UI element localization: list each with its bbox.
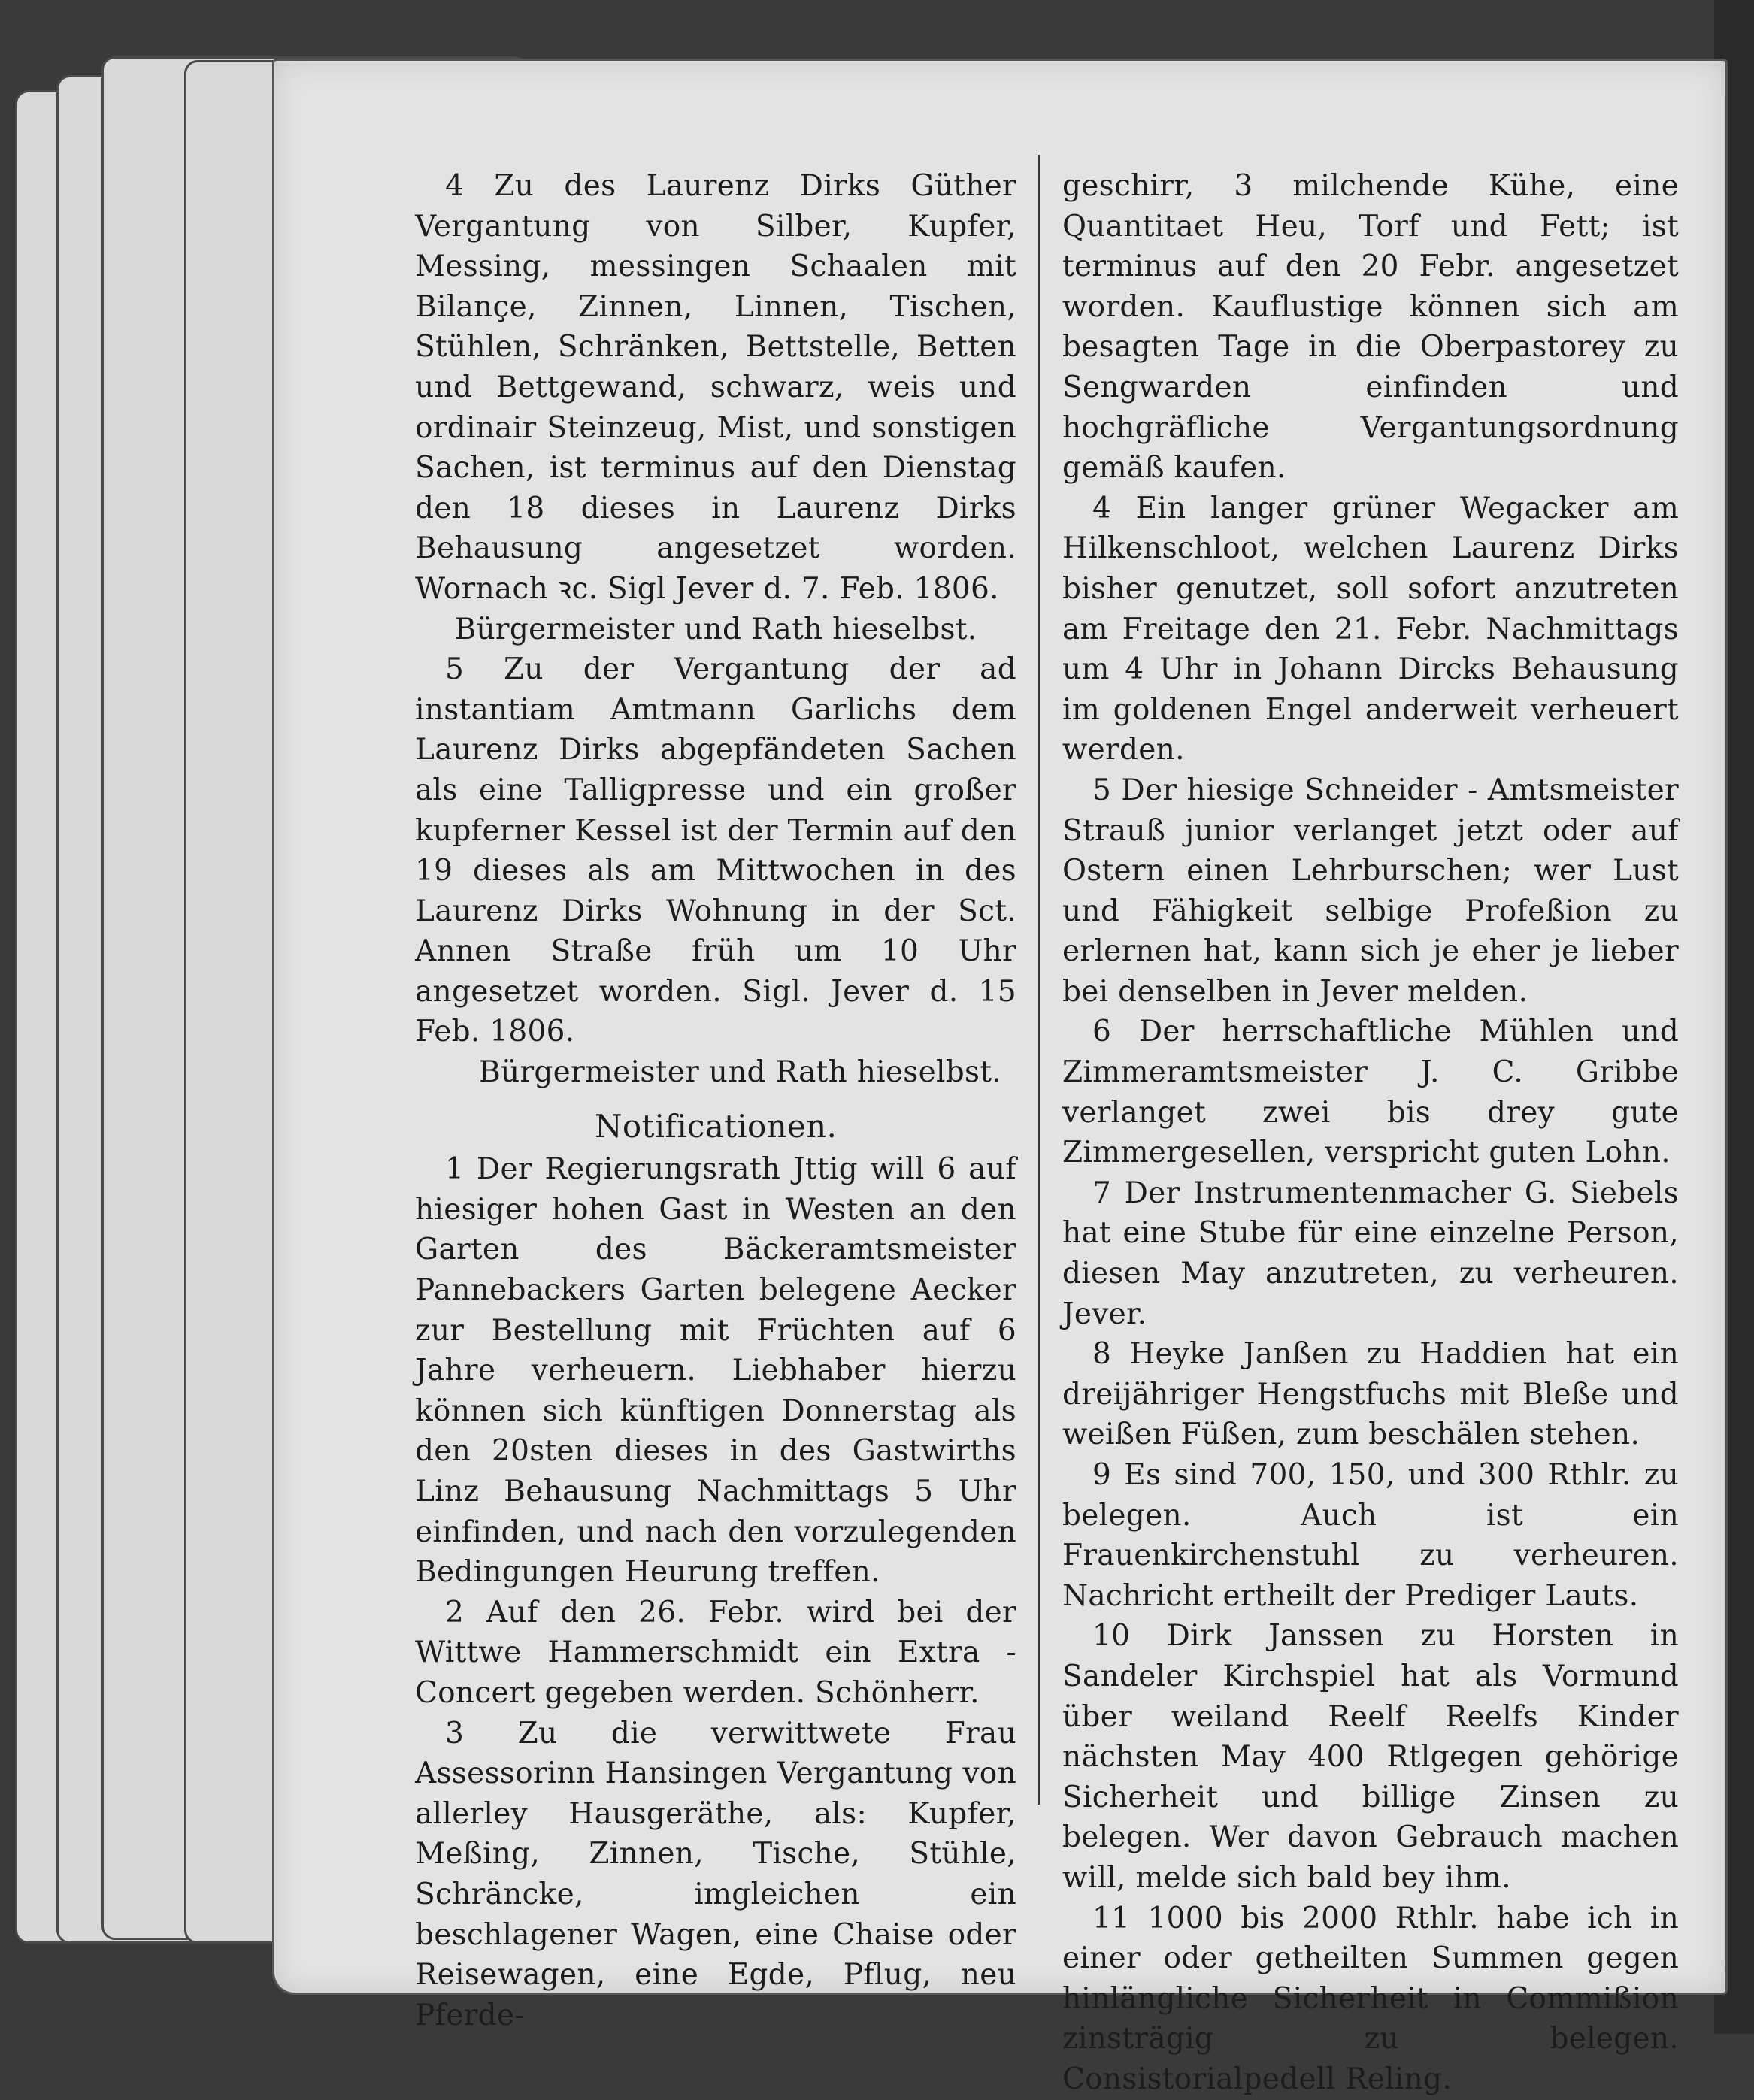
- notification-4: 4 Ein langer grüner Wegacker am Hilkenschloot, welchen Laurenz Dirks bisher genutzet, soll sofort anzutreten am Freitage den 21. Febr. Nachmittags um 4 Uhr in Johann Dircks Behausung im goldenen Engel anderweit verheuert werden.: [1062, 491, 1679, 767]
- notification-6: 6 Der herrschaftliche Mühlen und Zimmeramtsmeister J. C. Gribbe verlanget zwei bis drey gute Zimmergesellen, verspricht guten Lohn.: [1062, 1015, 1679, 1170]
- notification-9: 9 Es sind 700, 150, und 300 Rthlr. zu belegen. Auch ist ein Frauenkirchenstuhl zu verheuren. Nachricht ertheilt der Prediger Lauts.: [1062, 1458, 1679, 1613]
- signature-2: Bürgermeister und Rath hieselbst.: [479, 1055, 1001, 1090]
- notification-5: 5 Der hiesige Schneider - Amtsmeister Strauß junior verlanget jetzt oder auf Ostern einen Lehrburschen; wer Lust und Fähigkeit selbige Profeßion zu erlernen hat, kann sich je eher je lieber bei denselben in Jever melden.: [1062, 773, 1679, 1009]
- signature-1: Bürgermeister und Rath hieselbst.: [454, 612, 977, 646]
- notice-4: 4 Zu des Laurenz Dirks Güther Vergantung von Silber, Kupfer, Messing, messingen Schaalen mit Bilançe, Zinnen, Linnen, Tischen, Stühlen, Schränken, Bettstelle, Betten und Bettgewand, schwarz, weis und ordinair Steinzeug, Mist, und sonstigen Sachen, ist terminus auf den Dienstag den 18 dieses in Laurenz Dirks Behausung angesetzet worden. Wornach ꝛc. Sigl Jever d. 7. Feb. 1806.: [415, 169, 1016, 606]
- notification-8: 8 Heyke Janßen zu Haddien hat ein dreijähriger Hengstfuchs mit Bleße und weißen Füßen, zum beschälen stehen.: [1062, 1337, 1679, 1452]
- notification-2: 2 Auf den 26. Febr. wird bei der Wittwe Hammerschmidt ein Extra - Concert gegeben werden. Schönherr.: [415, 1595, 1016, 1710]
- notification-3: 3 Zu die verwittwete Frau Assessorinn Hansingen Vergantung von allerley Hausgeräthe, als: Kupfer, Meßing, Zinnen, Tische, Stühle, Schräncke, imgleichen ein beschlagener Wagen, eine Chaise oder Reisewagen, eine Egde, Pflug, neu Pferde-: [415, 1716, 1016, 2032]
- notification-7: 7 Der Instrumentenmacher G. Siebels hat eine Stube für eine einzelne Person, diesen May anzutreten, zu verheuren. Jever.: [1062, 1176, 1679, 1331]
- notification-1: 1 Der Regierungsrath Jttig will 6 auf hiesiger hohen Gast in Westen an den Garten des Bäckeramtsmeister Pannebackers Garten belegene Aecker zur Bestellung mit Früchten auf 6 Jahre verheuern. Liebhaber hierzu können sich künftigen Donnerstag als den 20sten dieses in des Gastwirths Linz Behausung Nachmittags 5 Uhr einfinden, und nach den vorzulegenden Bedingungen Heurung treffen.: [415, 1152, 1016, 1590]
- column-divider: [1038, 155, 1040, 1805]
- right-column: [1062, 166, 1679, 2100]
- notification-11: 11 1000 bis 2000 Rthlr. habe ich in einer oder getheilten Summen gegen hinlängliche Sicherheit in Commißion zinsträgig zu belegen. Consistorialpedell Reling.: [1062, 1901, 1679, 2096]
- section-heading: Notificationen.: [594, 1107, 838, 1145]
- left-column: [415, 166, 1016, 2035]
- notification-3-cont: geschirr, 3 milchende Kühe, eine Quantitaet Heu, Torf und Fett; ist terminus auf den 20 Febr. angesetzet worden. Kauflustige können sich am besagten Tage in die Oberpastorey zu Sengwarden einfinden und hochgräfliche Vergantungsordnung gemäß kaufen.: [1062, 169, 1679, 486]
- document-page: [272, 59, 1728, 2096]
- notification-10: 10 Dirk Janssen zu Horsten in Sandeler Kirchspiel hat als Vormund über weiland Reelf Reelfs Kinder nächsten May 400 Rtlgegen gehörige Sicherheit und billige Zinsen zu belegen. Wer davon Gebrauch machen will, melde sich bald bey ihm.: [1062, 1619, 1679, 1895]
- notice-5: 5 Zu der Vergantung der ad instantiam Amtmann Garlichs dem Laurenz Dirks abgepfändeten Sachen als eine Talligpresse und ein großer kupferner Kessel ist der Termin auf den 19 dieses als am Mittwochen in des Laurenz Dirks Wohnung in der Sct. Annen Straße früh um 10 Uhr angesetzet worden. Sigl. Jever d. 15 Feb. 1806.: [415, 652, 1016, 1049]
